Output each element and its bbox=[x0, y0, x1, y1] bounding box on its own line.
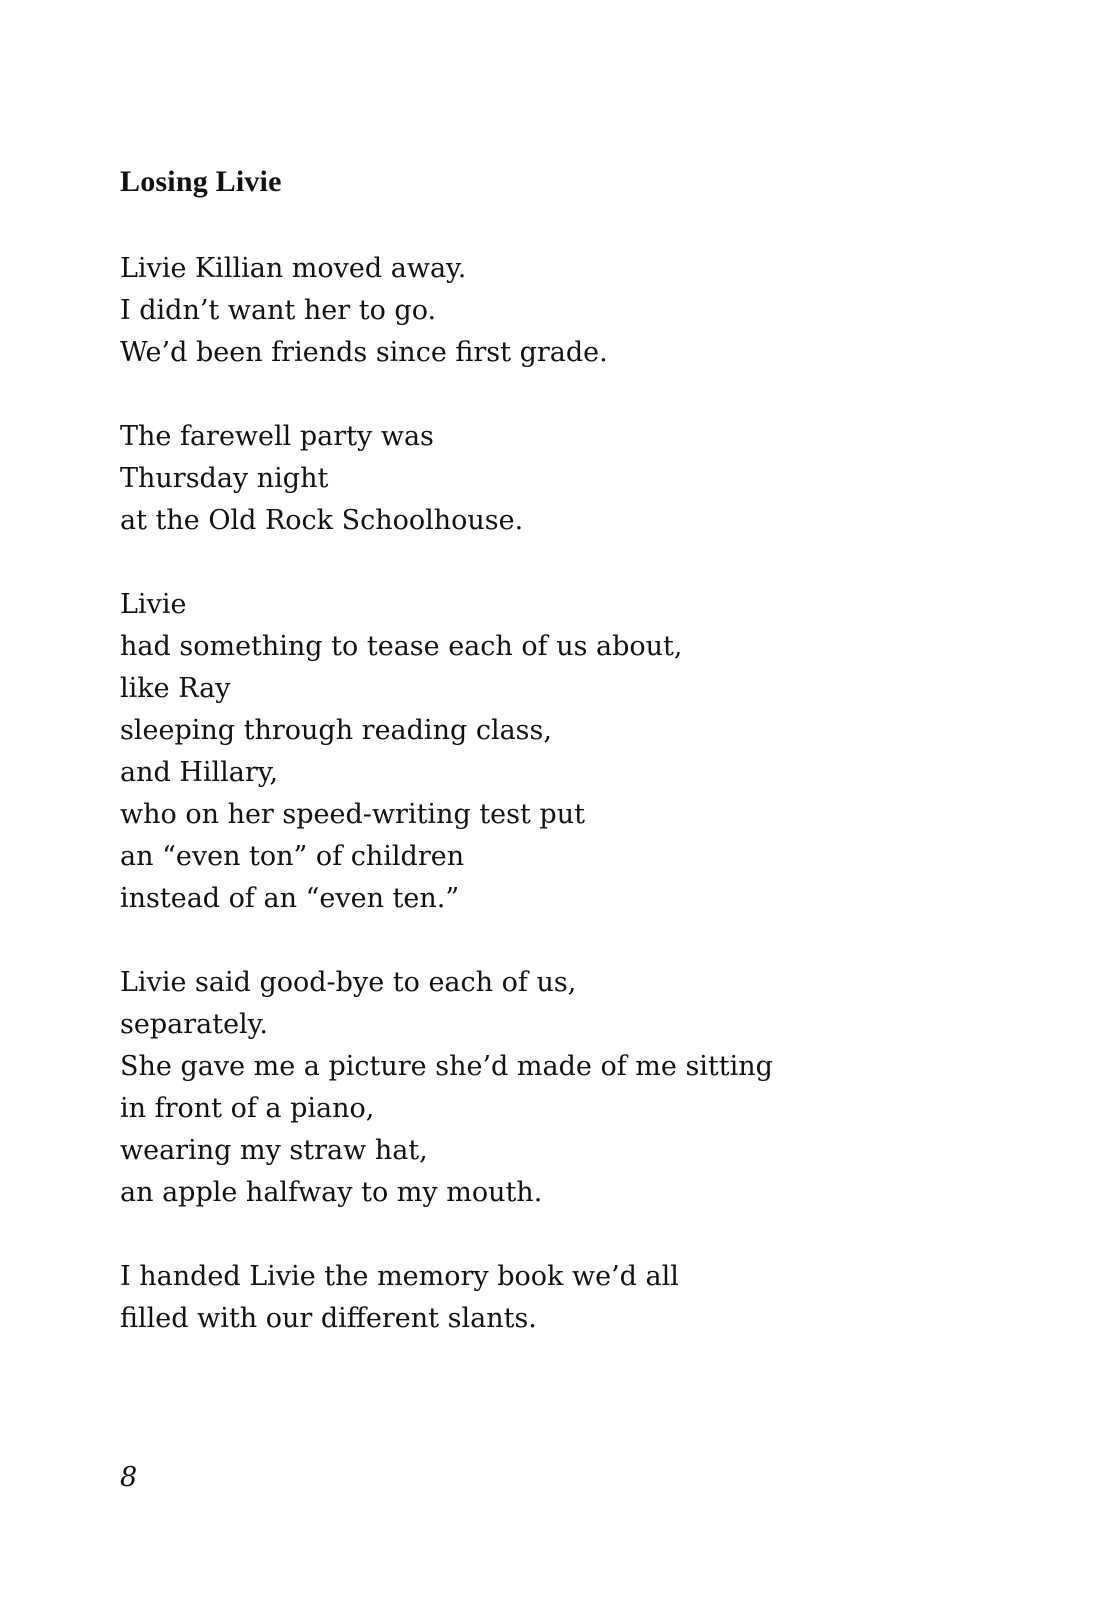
poem-line: The farewell party was bbox=[120, 421, 434, 452]
poem-line: wearing my straw hat, bbox=[120, 1135, 428, 1166]
poem-line: filled with our different slants. bbox=[120, 1303, 537, 1334]
poem-line: I didn’t want her to go. bbox=[120, 295, 437, 326]
poem-body bbox=[120, 248, 1020, 1382]
poem-line: We’d been friends since first grade. bbox=[120, 337, 608, 368]
poem-line: Livie said good-bye to each of us, bbox=[120, 967, 577, 998]
stanza-5 bbox=[120, 1256, 1020, 1340]
poem-line: like Ray bbox=[120, 673, 231, 704]
poem-line: at the Old Rock Schoolhouse. bbox=[120, 505, 524, 536]
poem-line: who on her speed-writing test put bbox=[120, 799, 585, 830]
poem-line: I handed Livie the memory book we’d all bbox=[120, 1261, 679, 1292]
poem-line: Thursday night bbox=[120, 463, 329, 494]
poem-line: Livie bbox=[120, 589, 187, 620]
page-number: 8 bbox=[120, 1462, 138, 1493]
poem-line: an apple halfway to my mouth. bbox=[120, 1177, 543, 1208]
poem-title: Losing Livie bbox=[120, 165, 282, 198]
poem-line: and Hillary, bbox=[120, 757, 279, 788]
stanza-4 bbox=[120, 962, 1020, 1214]
stanza-1 bbox=[120, 248, 1020, 374]
poem-line: had something to tease each of us about, bbox=[120, 631, 683, 662]
stanza-3 bbox=[120, 584, 1020, 920]
poem-line: separately. bbox=[120, 1009, 268, 1040]
poem-line: in front of a piano, bbox=[120, 1093, 375, 1124]
poem-line: sleeping through reading class, bbox=[120, 715, 552, 746]
poem-line: Livie Killian moved away. bbox=[120, 253, 467, 284]
poem-line: instead of an “even ten.” bbox=[120, 883, 460, 914]
stanza-2 bbox=[120, 416, 1020, 542]
poem-line: She gave me a picture she’d made of me sitting bbox=[120, 1051, 773, 1082]
poem-line: an “even ton” of children bbox=[120, 841, 465, 872]
